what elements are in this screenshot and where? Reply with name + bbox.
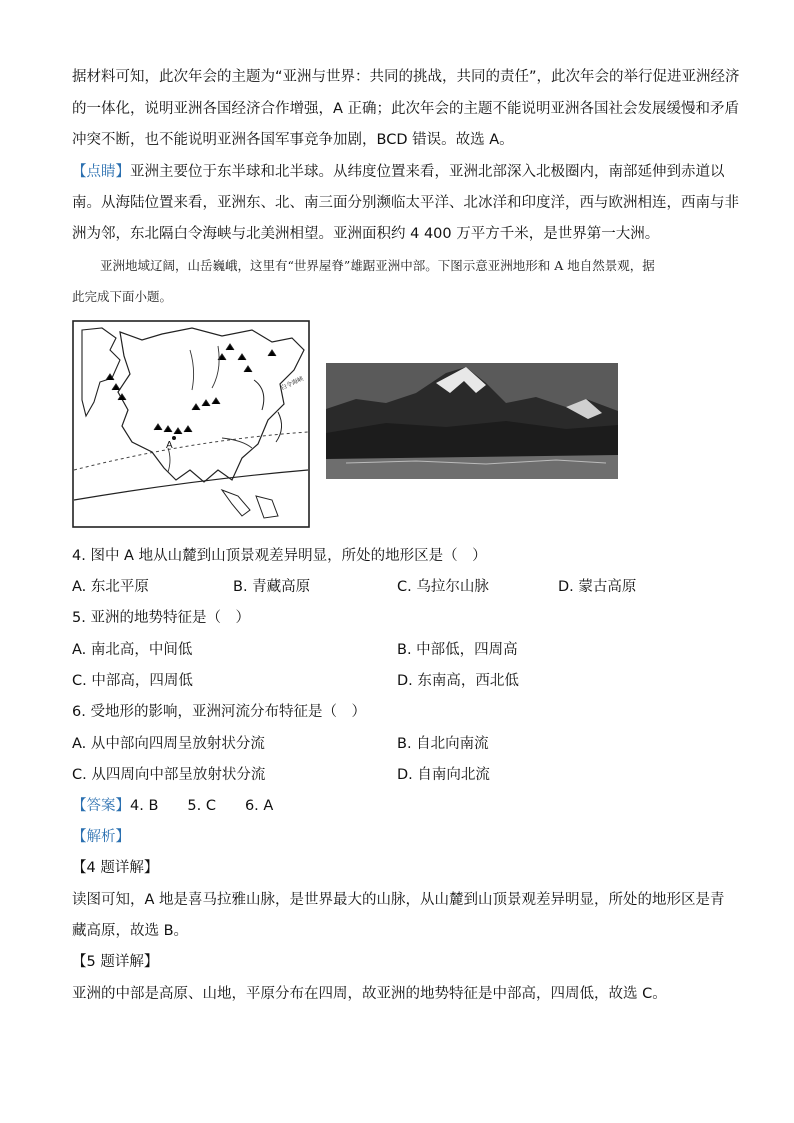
analysis-prev-line-2: 的一体化，说明亚洲各国经济合作增强，A 正确；此次年会的主题不能说明亚洲各国社会发展缓慢和矛盾 [72,101,740,117]
analysis-prev-line-1: 据材料可知，此次年会的主题为“亚洲与世界：共同的挑战，共同的责任”，此次年会的举行促进亚洲经济 [72,69,740,85]
question-4-option-b[interactable]: B. 青藏高原 [233,579,311,595]
landscape-photo [326,363,618,479]
map-strait-label: 白令海峡 [280,376,305,392]
answer-label: 【答案】 [72,798,130,814]
question-4-option-d[interactable]: D. 蒙古高原 [558,579,637,595]
question-4-option-c[interactable]: C. 乌拉尔山脉 [397,579,489,595]
question-4-stem: 4. 图中 A 地从山麓到山顶景观差异明显，所处的地形区是（ ） [72,548,487,564]
analysis-prev-line-3: 冲突不断，也不能说明亚洲各国军事竞争加剧，BCD 错误。故选 A。 [72,132,514,148]
analysis-label: 【解析】 [72,829,130,845]
dianjing-text-1: 亚洲主要位于东半球和北半球。从纬度位置来看，亚洲北部深入北极圈内，南部延伸到赤道以 [130,164,725,180]
question-6-stem: 6. 受地形的影响，亚洲河流分布特征是（ ） [72,704,366,720]
material-line-1: 亚洲地域辽阔，山岳巍峨，这里有“世界屋脊”雄踞亚洲中部。下图示意亚洲地形和 A 地自然景观，据 [100,258,655,273]
q4-detail-line-2: 藏高原，故选 B。 [72,923,189,939]
dianjing-label: 【点睛】 [72,164,130,180]
map-point-a-label: A [166,440,173,451]
asia-terrain-map [72,320,312,530]
question-5-option-c[interactable]: C. 中部高，四周低 [72,673,193,689]
question-6-option-c[interactable]: C. 从四周向中部呈放射状分流 [72,767,266,783]
question-4-option-a[interactable]: A. 东北平原 [72,579,149,595]
question-5-option-b[interactable]: B. 中部低，四周高 [397,642,518,658]
dianjing-line-2: 南。从海陆位置来看，亚洲东、北、南三面分别濒临太平洋、北冰洋和印度洋，西与欧洲相连，西南与非 [72,195,739,211]
dianjing-line-1 [72,162,725,182]
material-line-2: 此完成下面小题。 [72,289,173,304]
answer-line [72,796,273,816]
question-5-option-d[interactable]: D. 东南高，西北低 [397,673,519,689]
question-5-stem: 5. 亚洲的地势特征是（ ） [72,610,250,626]
question-6-option-d[interactable]: D. 自南向北流 [397,767,490,783]
q4-detail-label: 【4 题详解】 [72,860,159,876]
q5-detail-line-1: 亚洲的中部是高原、山地，平原分布在四周，故亚洲的地势特征是中部高，四周低，故选 C。 [72,986,667,1002]
q5-detail-label: 【5 题详解】 [72,954,159,970]
dianjing-line-3: 洲为邻，东北隔白令海峡与北美洲相望。亚洲面积约 4 400 万平方千米，是世界第一大洲。 [72,226,660,242]
answer-text: 4. B 5. C 6. A [130,798,274,814]
question-5-option-a[interactable]: A. 南北高，中间低 [72,642,193,658]
q4-detail-line-1: 读图可知，A 地是喜马拉雅山脉，是世界最大的山脉，从山麓到山顶景观差异明显，所处的地形区是青 [72,892,725,908]
question-6-option-b[interactable]: B. 自北向南流 [397,736,489,752]
question-6-option-a[interactable]: A. 从中部向四周呈放射状分流 [72,736,265,752]
